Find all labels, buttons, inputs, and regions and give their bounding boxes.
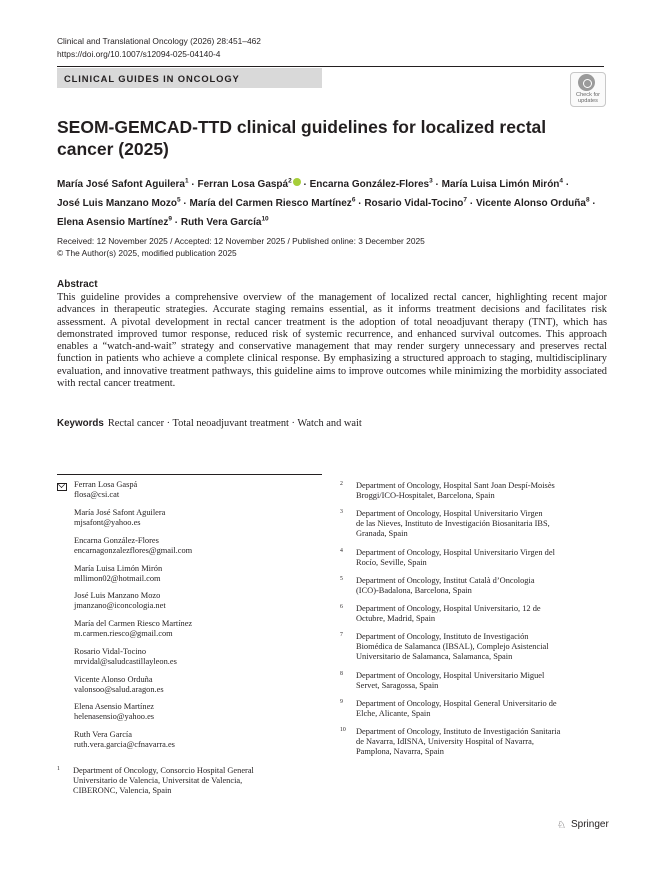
affiliation-line: (ICO)-Badalona, Barcelona, Spain (356, 586, 472, 596)
affiliation-line: Rocío, Seville, Spain (356, 558, 427, 568)
author-name[interactable]: Ferran Losa Gaspá$^2$ (198, 179, 301, 190)
contact-entry (74, 591, 166, 611)
author-affiliation-number: 3 (429, 178, 433, 185)
contact-email[interactable]: helenasensio@yahoo.es (74, 712, 155, 722)
affiliation-entry (340, 727, 596, 757)
footnote-rule (57, 474, 322, 475)
affiliation-entry (57, 766, 313, 796)
author-affiliation-number: 9 (168, 215, 172, 223)
contact-name: Vicente Alonso Orduña (74, 675, 153, 684)
affiliation-number: 7 (340, 632, 343, 638)
affiliation-number: 1 (57, 766, 60, 772)
author-name[interactable]: José Luis Manzano Mozo$^5$ (57, 196, 181, 210)
author-affiliation-number: 5 (177, 196, 181, 204)
contact-email[interactable]: mjsafont@yahoo.es (74, 518, 141, 528)
category-label: CLINICAL GUIDES IN ONCOLOGY (64, 73, 240, 84)
author-name[interactable]: Encarna González-Flores$^3$ (309, 178, 433, 191)
author-name[interactable]: Ruth Vera García$^{10}$ (180, 215, 269, 228)
keywords-label: Keywords (57, 418, 104, 429)
affiliation-entry (340, 604, 596, 624)
affiliation-line: Servet, Saragossa, Spain (356, 681, 439, 691)
article-title: SEOM-GEMCAD-TTD clinical guidelines for localized rectal cancer (2025) (57, 117, 547, 159)
affiliation-line: Pamplona, Navarra, Spain (356, 747, 444, 757)
check-updates-icon-inner (583, 79, 592, 88)
affiliation-line: Granada, Spain (356, 529, 408, 539)
journal-citation: Clinical and Translational Oncology (2026) 28:451–462 (57, 36, 261, 46)
springer-logo-icon: ♘ (557, 820, 566, 831)
contact-entry (74, 675, 164, 695)
author-affiliation-number: 10 (261, 215, 269, 223)
contact-name: Ferran Losa Gaspá (74, 480, 138, 489)
affiliation-entry (340, 632, 596, 662)
author-affiliation-number: 8 (585, 196, 590, 204)
contact-email[interactable]: encarnagonzalezflores@gmail.com (74, 546, 193, 556)
orcid-icon[interactable] (293, 178, 301, 186)
contact-entry (74, 647, 177, 667)
keywords-text: Rectal cancer · Total neoadjuvant treatment · Watch and wait (107, 418, 362, 429)
abstract-body: This guideline provides a comprehensive overview of the management of localized rectal cancer, highlighting recent major advances in therapeutic strategies. Accurate staging remains essential, as it informs treatment decisions and facilitates risk assessment. A pivotal development in rectal cancer treatment is the adoption of total neoadjuvant therapy (TNT), which has demonstrated improved tumor response, reduced risk of systemic recurrence, and enhanced survival outcomes. This approach enables a “watch-and-wait” strategy and conservative management that may render surgery unnecessary and preserves rectal function in patients who achieve a complete clinical response. By emphasizing a structured approach to staging, multidisciplinary evaluation, and innovative treatment pathways, this guideline aims to improve outcomes while minimizing the morbidity associated with rectal cancer treatment. (57, 292, 607, 390)
author-name[interactable]: Vicente Alonso Orduña$^8$ (475, 196, 590, 210)
author-name[interactable]: Rosario Vidal-Tocino$^7$ (364, 196, 468, 210)
affiliation-line: Universitario de Valencia, Universitat de Valencia, (73, 776, 243, 786)
contact-entry (74, 702, 154, 722)
author-affiliation-number: 4 (559, 178, 564, 185)
affiliation-line: Department of Oncology, Consorcio Hospital General (73, 766, 254, 775)
check-updates-label: Check for updates (576, 92, 600, 104)
contact-entry (74, 730, 175, 750)
keywords-line (57, 418, 362, 429)
author-name[interactable]: María José Safont Aguilera$^1$ (57, 178, 189, 191)
affiliation-number: 9 (340, 699, 343, 705)
author-affiliation-number: 7 (463, 196, 468, 204)
affiliation-line: Department of Oncology, Hospital Universitario, 12 de (356, 604, 541, 613)
affiliation-line: Department of Oncology, Hospital Sant Joan Despí-Moisès (356, 481, 555, 490)
affiliation-line: Octubre, Madrid, Spain (356, 614, 436, 624)
affiliation-number: 5 (340, 576, 343, 582)
affiliation-line: Department of Oncology, Hospital Universitario Virgen del (356, 548, 555, 557)
contact-name: Rosario Vidal-Tocino (74, 647, 147, 656)
affiliation-line: Department of Oncology, Hospital Universitario Virgen (356, 509, 543, 518)
contact-email[interactable]: jmanzano@iconcologia.net (74, 601, 166, 611)
copyright-notice: © The Author(s) 2025, modified publication 2025 (57, 248, 237, 258)
affiliation-line: Department of Oncology, Institut Català d’Oncologia (356, 576, 535, 585)
affiliation-line: de las Nieves, Instituto de Investigación Biosanitaria IBS, (356, 519, 550, 529)
contact-email[interactable]: mllimon02@hotmail.com (74, 574, 161, 584)
abstract-heading: Abstract (57, 279, 98, 290)
contact-email[interactable]: ruth.vera.garcia@cfnavarra.es (74, 740, 175, 750)
affiliation-line: Department of Oncology, Instituto de Investigación Sanitaria (356, 727, 561, 736)
affiliation-number: 2 (340, 481, 343, 487)
header-rule (57, 66, 604, 67)
affiliation-number: 10 (340, 727, 346, 733)
affiliation-line: Elche, Alicante, Spain (356, 709, 431, 719)
contact-entry (74, 480, 137, 500)
publisher-name: Springer (571, 819, 609, 830)
contact-email[interactable]: valonsoo@salud.aragon.es (74, 685, 164, 695)
contact-name: Elena Asensio Martínez (74, 702, 155, 711)
envelope-icon (57, 483, 67, 491)
contact-email[interactable]: m.carmen.riesco@gmail.com (74, 629, 173, 639)
contact-name: María Luisa Limón Mirón (74, 564, 163, 573)
contact-entry (74, 536, 192, 556)
article-dates: Received: 12 November 2025 / Accepted: 12 November 2025 / Published online: 3 December 2025 (57, 236, 425, 246)
affiliation-entry (340, 576, 596, 596)
author-name[interactable]: Elena Asensio Martínez$^9$ (57, 215, 172, 228)
affiliation-entry (340, 699, 596, 719)
affiliation-line: de Navarra, IdISNA, University Hospital of Navarra, (356, 737, 534, 747)
affiliation-line: CIBERONC, Valencia, Spain (73, 786, 172, 796)
contact-entry (74, 619, 192, 639)
affiliation-entry (340, 548, 596, 568)
doi-link[interactable]: https://doi.org/10.1007/s12094-025-04140-4 (57, 49, 221, 59)
contact-entry (74, 564, 162, 584)
affiliation-number: 4 (340, 548, 343, 554)
affiliation-line: Department of Oncology, Hospital General Universitario de (356, 699, 557, 708)
affiliation-entry (340, 481, 596, 501)
affiliation-number: 3 (340, 509, 343, 515)
author-affiliation-number: 2 (288, 178, 292, 185)
contact-name: María del Carmen Riesco Martínez (74, 619, 193, 628)
contact-name: Ruth Vera García (74, 730, 132, 739)
affiliation-line: Biomédica de Salamanca (IBSAL), Complejo Asistencial (356, 642, 549, 652)
author-affiliation-number: 6 (351, 196, 356, 204)
contact-name: José Luis Manzano Mozo (74, 591, 161, 600)
affiliation-entry (340, 671, 596, 691)
author-affiliation-number: 1 (185, 178, 189, 185)
contact-name: Encarna González-Flores (74, 536, 159, 545)
affiliation-line: Broggi/ICO-Hospitalet, Barcelona, Spain (356, 491, 495, 501)
contact-entry (74, 508, 165, 528)
contact-name: María José Safont Aguilera (74, 508, 166, 517)
author-list: María José Safont Aguilera$^1$ · Ferran Losa Gaspá$^2$ · Encarna González-Flores$^3$ · María Luisa Limón Mirón$^4$ · José Luis Manzano Mozo$^5$ · María del Carmen Riesco Martínez$^6$ · Rosario Vidal-Tocino$^7$ · Vicente Alonso Orduña$^8$ · Elena Asensio Martínez$^9$ · Ruth Vera García$^{10}$ (57, 178, 596, 228)
affiliation-number: 6 (340, 604, 343, 610)
contact-email[interactable]: mrvidal@saludcastillayleon.es (74, 657, 177, 667)
affiliation-number: 8 (340, 671, 343, 677)
affiliation-line: Universitario de Salamanca, Salamanca, Spain (356, 652, 513, 662)
author-name[interactable]: María Luisa Limón Mirón$^4$ (441, 178, 564, 191)
affiliation-entry (340, 509, 596, 539)
contact-email[interactable]: flosa@csi.cat (74, 490, 120, 500)
author-name[interactable]: María del Carmen Riesco Martínez$^6$ (189, 196, 356, 210)
affiliation-line: Department of Oncology, Instituto de Investigación (356, 632, 529, 641)
affiliation-line: Department of Oncology, Hospital Universitario Miguel (356, 671, 545, 680)
